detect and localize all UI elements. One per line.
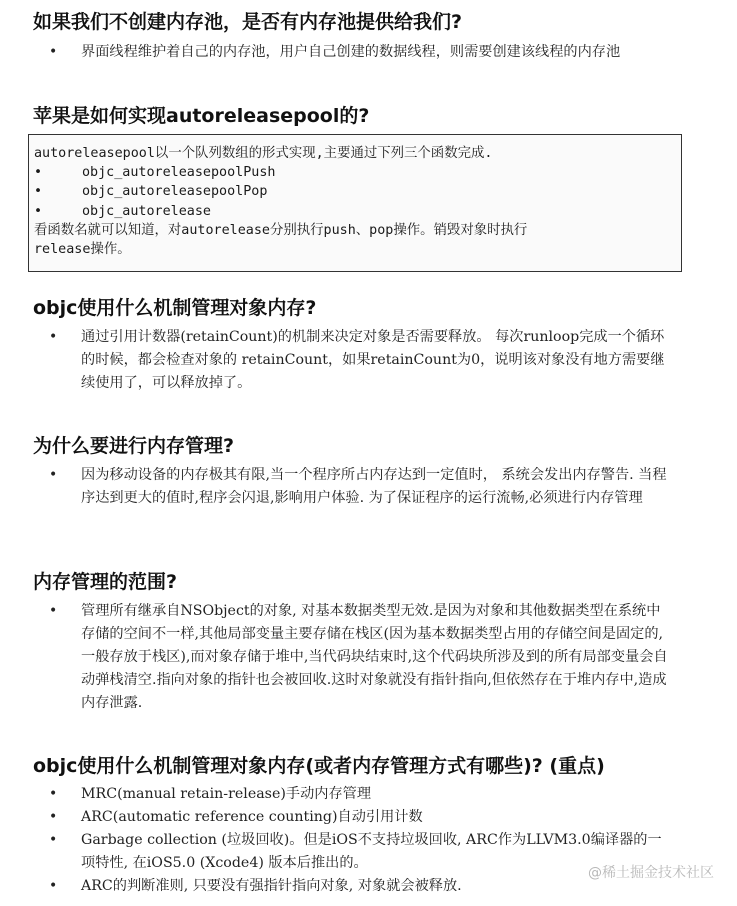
bullet-icon: • xyxy=(34,184,43,200)
bullet-icon: • xyxy=(34,203,43,219)
list-item: • 因为移动设备的内存极其有限,当一个程序所占内存达到一定值时， 系统会发出内存警告. 当程序达到更大的值时,程序会闪退,影响用户体验. 为了保证程序的运行流畅,必须进行内存管理 xyxy=(0,464,671,510)
bullet-list xyxy=(0,326,671,395)
watermark: @稀土掘金技术社区 xyxy=(588,865,714,881)
section-heading-memory-methods: objc使用什么机制管理对象内存(或者内存管理方式有哪些)? (重点) xyxy=(33,755,605,777)
code-line-outro: release操作。 xyxy=(34,242,131,258)
code-block xyxy=(28,134,682,272)
section-heading-why-memory-management: 为什么要进行内存管理? xyxy=(33,435,235,457)
section-heading-autoreleasepool: 苹果是如何实现autoreleasepool的? xyxy=(33,105,370,127)
bullet-list xyxy=(0,464,671,510)
list-item: • 通过引用计数器(retainCount)的机制来决定对象是否需要释放。 每次runloop完成一个循环的时候，都会检查对象的 retainCount，如果retainCount为0，说明该对象没有地方需要继续使用了，可以释放掉了。 xyxy=(0,326,671,395)
code-line-item: • objc_autoreleasepoolPush xyxy=(34,163,681,182)
list-item: • 界面线程维护着自己的内存池，用户自己创建的数据线程，则需要创建该线程的内存池 xyxy=(0,41,671,64)
bullet-list xyxy=(0,600,671,715)
list-item: • ARC(automatic reference counting)自动引用计数 xyxy=(0,806,671,829)
code-line-item: • objc_autorelease xyxy=(34,202,681,221)
code-line-item: • objc_autoreleasepoolPop xyxy=(34,182,681,201)
bullet-icon: • xyxy=(34,165,43,181)
list-item: • ARC的判断准则, 只要没有强指针指向对象, 对象就会被释放. xyxy=(0,875,671,898)
list-item: • 管理所有继承自NSObject的对象, 对基本数据类型无效.是因为对象和其他数据类型在系统中存储的空间不一样,其他局部变量主要存储在栈区(因为基本数据类型占用的存储空间是固定的,一般存放于栈区),而对象存储于堆中,当代码块结束时,这个代码块所涉及到的所有局部变量会自动弹栈清空.指向对象的指针也会被回收.这时对象就没有指针指向,但依然存在于堆内存中,造成内存泄露. xyxy=(0,600,671,715)
list-item: • Garbage collection (垃圾回收)。但是iOS不支持垃圾回收, ARC作为LLVM3.0编译器的一项特性, 在iOS5.0 (Xcode4) 版本后推出的。 xyxy=(0,829,671,875)
bullet-list xyxy=(0,41,671,64)
bullet-list xyxy=(0,783,671,898)
code-line-intro: autoreleasepool以一个队列数组的形式实现,主要通过下列三个函数完成. xyxy=(34,146,493,161)
section-heading-memory-pool: 如果我们不创建内存池，是否有内存池提供给我们? xyxy=(33,11,463,33)
section-heading-memory-scope: 内存管理的范围? xyxy=(33,571,178,593)
section-heading-objc-mechanism: objc使用什么机制管理对象内存? xyxy=(33,297,317,319)
list-item: • MRC(manual retain-release)手动内存管理 xyxy=(0,783,671,806)
code-line-outro: 看函数名就可以知道，对autorelease分别执行push、pop操作。销毁对象时执行 xyxy=(34,222,528,238)
